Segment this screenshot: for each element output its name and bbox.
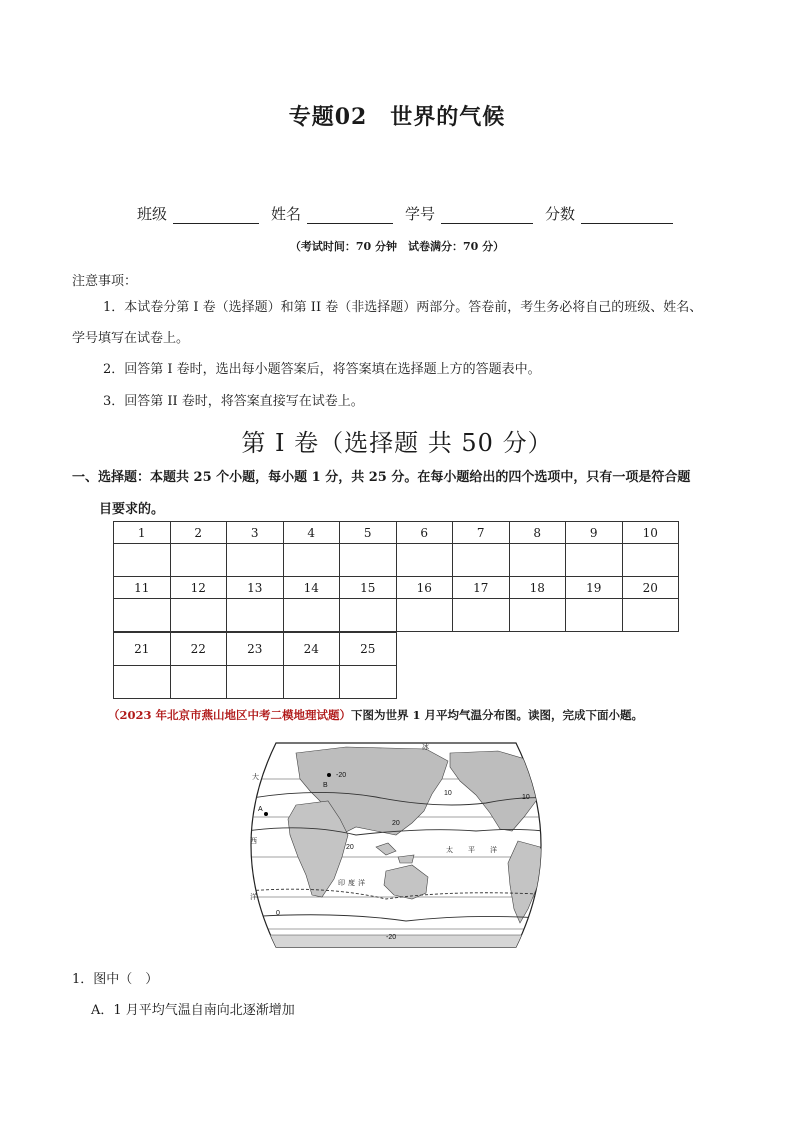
answer-number: 24 <box>283 633 340 666</box>
isotherm-label: 20 <box>346 844 354 851</box>
answer-header-row-1 <box>114 522 679 544</box>
page-title: 专题02 世界的气候 <box>288 104 506 130</box>
answer-number: 6 <box>396 522 453 544</box>
answer-cell[interactable] <box>622 599 679 632</box>
point-b-marker <box>327 773 331 777</box>
exam-info: （考试时间：70 分钟 试卷满分：70 分） <box>289 240 505 253</box>
question-source <box>108 707 643 723</box>
answer-blank-row-1 <box>114 544 679 577</box>
note-3: 3．回答第 II 卷时，将答案直接写在试卷上。 <box>103 394 364 409</box>
answer-number: 8 <box>509 522 566 544</box>
answer-number: 10 <box>622 522 679 544</box>
map-label-indian-3: 洋 <box>358 880 365 887</box>
answer-cell[interactable] <box>396 599 453 632</box>
name-label: 姓名 <box>271 205 302 223</box>
answer-cell[interactable] <box>170 599 227 632</box>
answer-number: 1 <box>114 522 171 544</box>
answer-number: 12 <box>170 577 227 599</box>
answer-number: 7 <box>453 522 510 544</box>
answer-number: 23 <box>227 633 284 666</box>
answer-cell[interactable] <box>453 544 510 577</box>
answer-number: 2 <box>170 522 227 544</box>
answer-cell[interactable] <box>622 544 679 577</box>
answer-cell[interactable] <box>114 544 171 577</box>
question-1-option-a[interactable]: A．1 月平均气温自南向北逐渐增加 <box>91 1003 295 1018</box>
map-label-big: 大 <box>252 774 259 781</box>
note-1-line-2: 学号填写在试卷上。 <box>72 331 190 346</box>
answer-number: 18 <box>509 577 566 599</box>
point-a-marker <box>264 812 268 816</box>
source-text: 下图为世界 1 月平均气温分布图。读图，完成下面小题。 <box>351 708 644 722</box>
map-label-pacific-3: 洋 <box>490 847 497 854</box>
answer-cell[interactable] <box>340 599 397 632</box>
answer-table-last <box>113 632 397 699</box>
answer-cell[interactable] <box>283 666 340 699</box>
isotherm-label: 0 <box>276 910 280 917</box>
answer-number: 16 <box>396 577 453 599</box>
isotherm-label: -20 <box>386 934 397 941</box>
answer-number: 3 <box>227 522 284 544</box>
answer-number: 20 <box>622 577 679 599</box>
isotherm-label: 10 <box>444 790 452 797</box>
isotherm-label: -20 <box>336 772 347 779</box>
id-label: 学号 <box>405 205 436 223</box>
answer-number: 13 <box>227 577 284 599</box>
answer-number: 21 <box>114 633 171 666</box>
answer-cell[interactable] <box>566 599 623 632</box>
source-reference: （2023 年北京市燕山地区中考二模地理试题） <box>108 708 352 722</box>
answer-cell[interactable] <box>114 666 171 699</box>
isotherm-label: 10 <box>522 794 530 801</box>
answer-number: 11 <box>114 577 171 599</box>
class-blank[interactable] <box>173 207 259 224</box>
answer-number: 19 <box>566 577 623 599</box>
answer-cell[interactable] <box>227 666 284 699</box>
answer-cell[interactable] <box>170 666 227 699</box>
question-intro-line-1: 一、选择题：本题共 25 个小题，每小题 1 分，共 25 分。在每小题给出的四个选项中，只有一项是符合题 <box>72 470 691 485</box>
map-label-a: A <box>258 806 263 813</box>
answer-blank-row-3 <box>114 666 397 699</box>
answer-cell[interactable] <box>170 544 227 577</box>
class-label: 班级 <box>137 205 168 223</box>
question-intro-line-2: 目要求的。 <box>99 502 165 517</box>
map-label-indian-2: 度 <box>348 880 355 887</box>
map-label-west: 西 <box>250 838 257 845</box>
map-label-b: B <box>323 782 328 789</box>
answer-cell[interactable] <box>509 544 566 577</box>
answer-cell[interactable] <box>227 544 284 577</box>
question-1: 1．图中（ ） <box>72 972 159 987</box>
map-label-pacific-1: 太 <box>446 847 453 854</box>
map-label-ice: 冰 <box>422 744 429 751</box>
map-label-pacific-2: 平 <box>468 847 475 854</box>
student-info-line <box>137 203 673 224</box>
world-january-temperature-map <box>236 739 556 951</box>
answer-blank-row-2 <box>114 599 679 632</box>
answer-number: 15 <box>340 577 397 599</box>
answer-cell[interactable] <box>340 666 397 699</box>
question-intro <box>72 462 732 526</box>
isotherm-label: 20 <box>392 820 400 827</box>
name-blank[interactable] <box>307 207 393 224</box>
answer-number: 25 <box>340 633 397 666</box>
answer-table <box>113 521 679 632</box>
note-1-line-1: 1．本试卷分第 I 卷（选择题）和第 II 卷（非选择题）两部分。答卷前，考生务必将自己的班级、姓名、 <box>103 300 703 315</box>
answer-cell[interactable] <box>396 544 453 577</box>
score-blank[interactable] <box>581 207 673 224</box>
answer-cell[interactable] <box>283 544 340 577</box>
answer-cell[interactable] <box>566 544 623 577</box>
map-label-indian-1: 印 <box>338 880 345 887</box>
answer-cell[interactable] <box>283 599 340 632</box>
answer-number: 22 <box>170 633 227 666</box>
answer-header-row-2 <box>114 577 679 599</box>
score-label: 分数 <box>545 205 576 223</box>
answer-cell[interactable] <box>453 599 510 632</box>
answer-cell[interactable] <box>509 599 566 632</box>
answer-cell[interactable] <box>340 544 397 577</box>
answer-number: 14 <box>283 577 340 599</box>
answer-header-row-3 <box>114 633 397 666</box>
answer-cell[interactable] <box>114 599 171 632</box>
answer-number: 9 <box>566 522 623 544</box>
note-2: 2．回答第 I 卷时，选出每小题答案后，将答案填在选择题上方的答题表中。 <box>103 362 541 377</box>
answer-number: 17 <box>453 577 510 599</box>
id-blank[interactable] <box>441 207 533 224</box>
answer-number: 4 <box>283 522 340 544</box>
section-title: 第 I 卷（选择题 共 50 分） <box>241 429 553 457</box>
answer-number: 5 <box>340 522 397 544</box>
answer-cell[interactable] <box>227 599 284 632</box>
notes-heading: 注意事项： <box>72 274 138 289</box>
map-label-ocean: 洋 <box>250 894 257 901</box>
